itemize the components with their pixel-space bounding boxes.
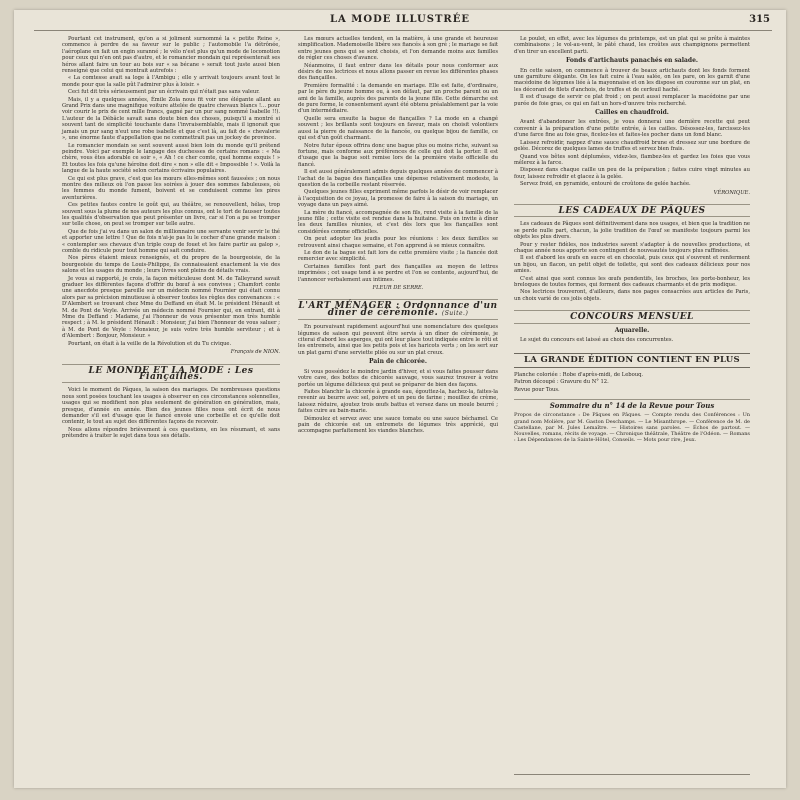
- paragraph: Je vous ai rapporté, je crois, la façon méticuleuse dont M. de Talleyrand savait graduer les différentes façons d'offrir du bœuf à ses convives ; Chamfort conte une anecdote presque pareille sur un médecin nommé Fournier qui était connu alors par sa précision minutieuse à observer toutes les règles des convenances : « D'Alembert se trouvant chez Mme du Deffand en était M. le président Hénault et M. de Pont de Veyle. Arrivée un médecin nommé Fournier qui, en entrant, dit à Mme du Deffand : Madame, j'ai l'honneur de vous présenter mon très humble respect ; à M. le président Hénault : Monsieur, j'ai bien l'honneur de vous saluer ; à M. de Pont de Veyle : Monsieur, je suis votre très humble serviteur ; et à d'Alembert : Bonjour, Monsieur. »: [62, 275, 280, 340]
- bottom-rule: [514, 774, 750, 775]
- article-signature: VÉRONIQUE.: [713, 189, 750, 196]
- paragraph: Il est d'abord les œufs en sucre et en chocolat, puis ceux qui s'ouvrent et renferment un bijou, un flacon, un petit objet de toilette, qui sont des cadeaux délicieux pour nos amies.: [514, 255, 750, 275]
- paragraph: Pour y rester fidèles, nos industries savent s'adapter à de nouvelles productions, et chaque année nous apporte son contingent de nouveautés toujours plus raffinées.: [514, 241, 750, 254]
- paragraph: Avant d'abandonner les entrées, je vous donnerai une dernière recette qui peut convenir à la préparation d'une petite entrée, à les cailles. Désossez-les, farcissez-les d'une farce fine au foie gras, ficelez-les et faites-les pocher dans un fond blanc.: [514, 119, 750, 139]
- paragraph: C'est ainsi que sont connus les œufs pendentifs, les broches, les porte-bonheur, les breloques de toutes formes, qui forment des cadeaux charmants et de prix modique.: [514, 275, 750, 288]
- paragraph: Quelle sera ensuite la bague de fiançailles ? La mode en a changé souvent ; les brillants sont toujours en faveur, mais on choisit volontiers aussi la pierre de naissance de la fiancée, ou quelque bijou de famille, ce qui est d'un goût charmant.: [298, 115, 498, 142]
- article-signature: François de NION.: [230, 349, 280, 356]
- section-title-le-monde-et-la-mode: LE MONDE ET LA MODE : Les Fiançailles.: [62, 364, 280, 384]
- paragraph: Ceci fut dit très sérieusement par un écrivain qui n'était pas sans valeur.: [68, 89, 260, 96]
- paragraph: Les cadeaux de Pâques sont définitivement dans nos usages, et bien que la tradition ne se perde nulle part, chacun, la jolie tradition de l'œuf se manifeste toujours parmi les objets les plus divers.: [514, 221, 750, 241]
- list-item: Planche coloriée : Robe d'après-midi, de Lebouq.: [514, 371, 644, 378]
- paragraph: Il est d'usage de servir ce plat froid ; on peut aussi remplacer la macédoine par une purée de foie gras, ce qui en fait un hors-d'œuvre très recherché.: [514, 94, 750, 107]
- section-subtitle: (Suite.): [441, 309, 469, 317]
- list-item: Revue pour Tous.: [514, 386, 560, 393]
- section-title-text: L'ART MÉNAGER : Ordonnance d'un dîner de cérémonie.: [298, 301, 498, 318]
- list-item: Patron découpé : Gravure du N° 12.: [514, 379, 609, 386]
- paragraph: Voici le moment de Pâques, la saison des mariages. De nombreuses questions nous sont posées touchant les usages à observer en ces circonstances solennelles, usages qui se modifient non plus seulement de génération en génération, mais, presque, d'année en année. Bien des jeunes filles nous ont écrit de nous demander s'il est d'usage que le fiancé envoie une corbeille et ce qu'elle doit contenir, le tout au sujet des différentes façons de recevoir.: [62, 387, 280, 426]
- paragraph: « La comtesse avait sa loge à l'Ambigu ; elle y arrivait toujours avant tout le monde pour que la salle pût l'admirer plus à loisir. »: [62, 75, 280, 88]
- paragraph: Disposez dans chaque caille un peu de la préparation ; faites cuire vingt minutes au four, laissez refroidir et glacez à la gelée.: [514, 167, 750, 180]
- paragraph: On peut adopter les jeudis pour les réunions : les deux familles se retrouvent ainsi chaque semaine, et l'on apprend à se mieux connaître.: [298, 236, 498, 249]
- paragraph: Le poulet, en effet, avec les légumes du printemps, est un plat qui se prête à maintes combinaisons ; le vol-au-vent, le pâté chaud, les croûtes aux champignons permettent d'en tirer un excellent parti.: [514, 36, 750, 55]
- column-1: [62, 36, 280, 441]
- paragraph: Servez froid, en pyramide, entouré de croûtons de gelée hachée.: [520, 181, 691, 188]
- paragraph: La mère du fiancé, accompagnée de son fils, rend visite à la famille de la jeune fille ; cette visite est rendue dans la huitaine. Puis on invite à dîner les deux familles réunies, et c'est dès lors que les fiançailles sont considérées comme officielles.: [298, 209, 498, 235]
- paragraph: Laissez refroidir, nappez d'une sauce chaudfroid brune et dressez sur une bordure de gelée. Décorez de quelques lames de truffes et servez bien frais.: [514, 139, 750, 153]
- paragraph: Il est aussi généralement admis depuis quelques années de commencer à l'achat de la bague des fiançailles une dépense relativement modeste, la question de la corbeille restant réservée.: [298, 169, 498, 188]
- paragraph: Première formalité : la demande en mariage. Elle est faite, d'ordinaire, par le père du jeune homme ou, à son défaut, par un proche parent ou un ami de la famille, auprès des parents de la jeune fille. Cette démarche est de pure forme, le consentement ayant été obtenu préalablement par la voie d'un intermédiaire.: [298, 82, 498, 115]
- section-title-cadeaux-de-paques: LES CADEAUX DE PÂQUES: [514, 204, 750, 217]
- paragraph: Quelques jeunes filles expriment même parfois le désir de voir remplacer à l'acquisition de ce joyau, la promesse de faire à la saison du mariage, un voyage dans un pays aimé.: [298, 189, 498, 209]
- paragraph: Néanmoins, il faut entrer dans les détails pour nous conformer aux désirs de nos lectrices et nous allons passer en revue les différentes phases des fiançailles.: [298, 62, 498, 82]
- grande-edition-title: LA GRANDE ÉDITION CONTIENT EN PLUS: [514, 353, 750, 367]
- paragraph: Pourtant, on était à la veille de la Révolution et du Tu civique.: [68, 340, 232, 347]
- running-header: LA MODE ILLUSTRÉE: [330, 14, 470, 25]
- paragraph: Démoulez et servez avec une sauce tomate ou une sauce béchamel. Ce pain de chicorée est un entremets de légumes très apprécié, qui accompagne parfaitement les viandes blanches.: [298, 415, 498, 435]
- paragraph: Pourtant cet instrument, qu'on a si joliment surnommé la « petite Reine », commence à perdre de sa faveur sur le public ; l'automobile l'a détrônée, l'aéroplane en fait un engin suranné ; le vélo n'est plus qu'un mode de locomotion pour ceux qui n'en ont pas d'autre, et le romancier mondain qui représenterait ses héros allant faire un tour au bois sur « sa bécane » serait tout juste aussi bien renseigné que celui qui montrait autrefois :: [62, 36, 280, 75]
- paragraph: Mais, il y a quelques années, Émile Zola nous fit voir une élégante allant au Grand Prix dans une magnifique voiture attelée de quatre chevaux blancs !... pour voir courir le prix de cent mille francs, gagné par un pur sang nommé Isabelle !!). L'auteur de la Débâcle savait sans doute bien des choses, puisqu'il a montré si souvent tant de simplicité touchante dans l'invraisemblable, mais il ignorait que jamais un pur sang n'eut une robe isabelle et que c'est là, au fait de « chevalerie », une énorme faute d'appellation que ne commettrait pas un jockey de province.: [62, 96, 280, 142]
- article-signature: FLEUR DE SERRE.: [372, 285, 424, 292]
- paragraph: Notre futur époux offrira donc une bague plus ou moins riche, suivant sa fortune, mais conforme aux préférences de celle qui doit la porter. Il est d'usage que la bague soit remise lors de la première visite officielle du fiancé.: [298, 142, 498, 168]
- paragraph: Si vous possédez le moindre jardin d'hiver, et si vous faites pousser dans votre cave, des bottes de chicorée sauvage, vous saurez trouver à votre portée un légume délicieux qui peut se préparer de bien des façons.: [298, 368, 498, 388]
- section-title-concours-mensuel: CONCOURS MENSUEL: [514, 310, 750, 323]
- paragraph: En cette saison, on commence à trouver de beaux artichauts dont les fonds forment une garniture élégante. On les fait cuire à l'eau salée, on les pare, on les garnit d'une macédoine de légumes liée à la mayonnaise et on les dispose en couronne sur un plat, en les décorant de filets d'anchois, de truffes et de cerfeuil haché.: [514, 67, 750, 93]
- paragraph: Nos lectrices trouveront, d'ailleurs, dans nos pages consacrées aux articles de Paris, un choix varié de ces jolis objets.: [514, 289, 750, 302]
- summary-text: Propos de circonstance : De Pâques en Pâques. — Compte rendu des Conférences : Un grand nom Molière, par M. Gaston Deschamps. — Le Misanthrope. — Conférence de M. de Castellane, par M. Jules Lemaître. — Histoires sans paroles. — Échos de partout. — Nouvelles, romans, récits de voyage. — Chronique théâtrale, Théâtre de l'Odéon. — Romans : Les Dépendances de la Sainte-Hôtel, Conseils. — Mots pour rire, Jeux.: [514, 412, 750, 444]
- newspaper-page: [14, 10, 786, 788]
- paragraph: Certaines familles font part des fiançailles au moyen de lettres imprimées ; cet usage tend à se perdre et l'on se contente, aujourd'hui, de l'annoncer verbalement aux intimes.: [298, 263, 498, 283]
- paragraph: Le don de la bague est fait lors de cette première visite ; la fiancée doit remercier avec simplicité.: [298, 250, 498, 263]
- section-title-art-menager: [298, 299, 498, 320]
- paragraph: Ces petites fautes contre le goût qui, au théâtre, se renouvellent, hélas, trop souvent sous la plume de nos auteurs les plus connus, ont le tort de fausser toutes les qualités d'observation que peut présenter un livre, car si l'on a pu se tromper sur telle chose, on peut se tromper sur telle autre.: [62, 202, 280, 228]
- grande-edition-list: [514, 372, 750, 393]
- page-number: 315: [749, 14, 770, 25]
- paragraph: Ce qui est plus grave, c'est que les mœurs elles-mêmes sont faussées ; on nous montre des milieux où l'on passe les soirées à jouer des sommes fabuleuses, où les femmes du monde fument, boivent et se conduisent comme les pires aventurières.: [62, 175, 280, 201]
- paragraph: Le sujet du concours est laissé au choix des concurrentes.: [520, 337, 674, 344]
- paragraph: En poursuivant rapidement aujourd'hui une nomenclature des quelques légumes de saison qui peuvent être servis à un dîner de cérémonie, je citerai d'abord les asperges, qui ont leur place tout indiquée entre le rôti et les entremets, ainsi que les petits pois et les haricots verts ; on les sert sur un plat garni d'une serviette pliée ou sur un plat creux.: [298, 324, 498, 356]
- paragraph: Faites blanchir la chicorée à grande eau, égouttez-la, hachez-la, faites-la revenir au beurre avec sel, poivre et un peu de farine ; mouillez de crème, laissez réduire, ajoutez trois œufs battus et versez dans un moule beurré ; faites cuire au bain-marie.: [298, 388, 498, 415]
- paragraph: Nos pères étaient mieux renseignés, et du propre de la bourgeoisie, de la bourgeoisie du temps de Louis-Philippe, ils connaissaient exactement la vie des salons et les usages du monde ; leurs livres sont pleins de détails vrais.: [62, 255, 280, 275]
- summary-text-block: [514, 412, 750, 443]
- paragraph: Les mœurs actuelles tendent, en la matière, à une grande et heureuse simplification. Mademoiselle libère ses fiancés à son gré ; le mariage se fait entre jeunes gens qui se sont choisis, et l'on demande moins aux familles de régler ces choses d'avance.: [298, 36, 498, 62]
- column-3: [514, 36, 750, 444]
- recipe-heading: Fonds d'artichauts panachés en salade.: [565, 57, 699, 65]
- paragraph: Le romancier mondain se sent souvent aussi bien loin du monde qu'il prétend peindre. Voici par exemple le langage des duchesses de certains romans : « Ma chère, vous êtes adorable ce soir », « Ah ! ce cher comte, quel homme exquis ! » Et toutes les fois qu'une héroïne doit dire « non » elle dit « Impossible ! ». Voilà la langue de la haute société selon certains écrivains populaires.: [62, 142, 280, 175]
- contest-subject: Aquarelle.: [614, 326, 650, 334]
- column-2: [298, 36, 498, 436]
- summary-title: Sommaire du n° 14 de la Revue pour Tous: [514, 399, 750, 409]
- paragraph: Nous allons répondre brièvement à ces questions, en les résumant, et sans prétendre à traiter le sujet dans tous ses détails.: [62, 426, 280, 440]
- recipe-heading: Pain de chicorée.: [369, 358, 427, 366]
- header-rule: [34, 30, 772, 31]
- recipe-heading: Cailles en chaudfroid.: [595, 109, 669, 117]
- paragraph: Quand vos bêtes sont déplumées, videz-les, flambez-les et gardez les foies que vous mêlerez à la farce.: [514, 153, 750, 166]
- paragraph: Que de fois j'ai vu dans un salon de millionnaire une servante venir servir le thé et apporter une lettre ! Que de fois n'ai-je pas lu le cocher d'une grande maison : « contempler ses chevaux d'un triple coup de fouet et les faire partir au galop », comble du ridicule pour tout homme qui sait conduire.: [62, 228, 280, 254]
